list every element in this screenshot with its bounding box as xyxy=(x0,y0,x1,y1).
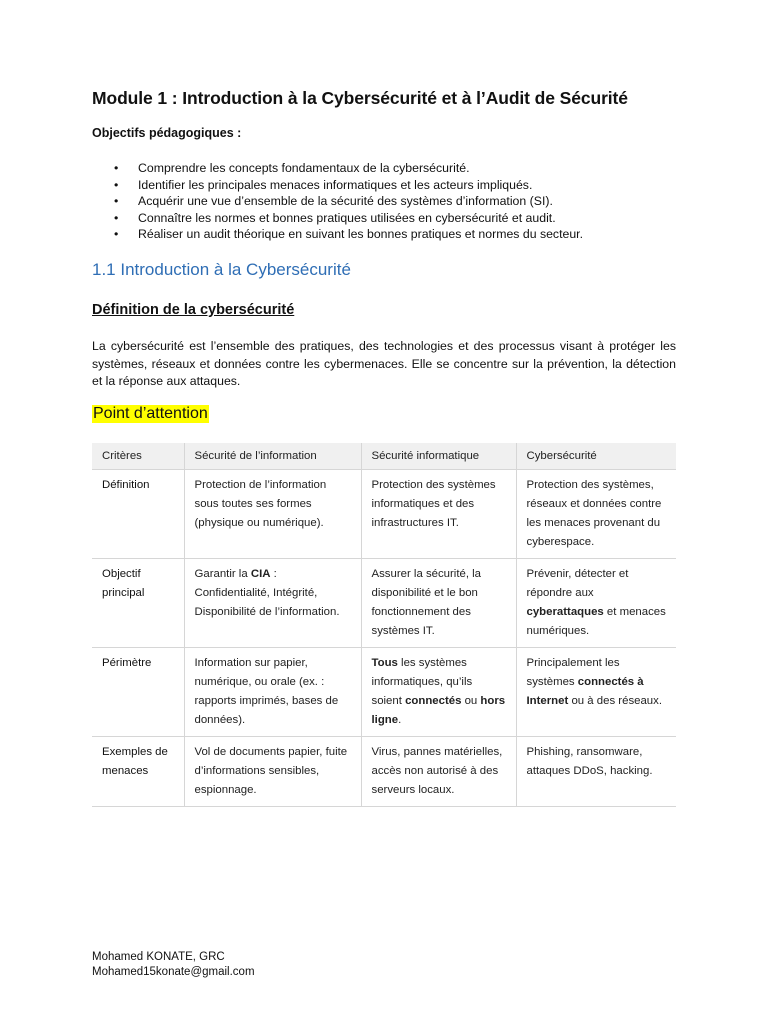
criterion-cell: Exemples de menaces xyxy=(92,737,184,807)
footer-author: Mohamed KONATE, GRC xyxy=(92,951,225,963)
page-title: Module 1 : Introduction à la Cybersécurité et à l’Audit de Sécurité xyxy=(92,88,628,108)
cyber-cell: Principalement les systèmes connectés à Internet ou à des réseaux. xyxy=(516,648,676,737)
table-row xyxy=(92,648,676,737)
cyber-cell: Protection des systèmes, réseaux et données contre les menaces provenant du cyberespace. xyxy=(516,470,676,559)
list-item: • Connaître les normes et bonnes pratiques utilisées en cybersécurité et audit. xyxy=(92,210,583,227)
objectives-list xyxy=(92,160,583,243)
list-item: • Comprendre les concepts fondamentaux de la cybersécurité. xyxy=(92,160,583,177)
header-cell: Sécurité de l’information xyxy=(184,443,361,470)
header-cell: Critères xyxy=(92,443,184,470)
callout-highlight: Point d’attention xyxy=(93,405,208,422)
it-cell: Virus, pannes matérielles, accès non autorisé à des serveurs locaux. xyxy=(361,737,516,807)
criterion-cell: Définition xyxy=(92,470,184,559)
footer-email: Mohamed15konate@gmail.com xyxy=(92,966,255,978)
table-row xyxy=(92,470,676,559)
info-cell: Information sur papier, numérique, ou orale (ex. : rapports imprimés, bases de données). xyxy=(184,648,361,737)
list-item: • Réaliser un audit théorique en suivant les bonnes pratiques et normes du secteur. xyxy=(92,226,583,243)
table-row xyxy=(92,737,676,807)
criterion-cell: Périmètre xyxy=(92,648,184,737)
info-cell: Vol de documents papier, fuite d’informations sensibles, espionnage. xyxy=(184,737,361,807)
info-cell: Protection de l’information sous toutes ses formes (physique ou numérique). xyxy=(184,470,361,559)
table-header-row xyxy=(92,443,676,470)
subsection-heading: Définition de la cybersécurité xyxy=(92,302,295,318)
comparison-table xyxy=(92,443,676,807)
it-cell: Assurer la sécurité, la disponibilité et le bon fonctionnement des systèmes IT. xyxy=(361,559,516,648)
header-cell: Cybersécurité xyxy=(516,443,676,470)
header-cell: Sécurité informatique xyxy=(361,443,516,470)
objectives-heading: Objectifs pédagogiques : xyxy=(92,126,242,140)
criterion-cell: Objectif principal xyxy=(92,559,184,648)
definition-paragraph: La cybersécurité est l’ensemble des pratiques, des technologies et des processus visant à protéger les systèmes, réseaux et données contre les cybermenaces. Elle se concentre sur la prévention, la détection et la réponse aux attaques. xyxy=(92,339,676,388)
info-cell: Garantir la CIA : Confidentialité, Intégrité, Disponibilité de l’information. xyxy=(184,559,361,648)
it-cell: Protection des systèmes informatiques et des infrastructures IT. xyxy=(361,470,516,559)
section-heading: 1.1 Introduction à la Cybersécurité xyxy=(92,260,351,279)
table-row xyxy=(92,559,676,648)
list-item: • Identifier les principales menaces informatiques et les acteurs impliqués. xyxy=(92,177,583,194)
cyber-cell: Prévenir, détecter et répondre aux cyberattaques et menaces numériques. xyxy=(516,559,676,648)
page-footer xyxy=(92,950,255,980)
it-cell: Tous les systèmes informatiques, qu’ils soient connectés ou hors ligne. xyxy=(361,648,516,737)
cyber-cell: Phishing, ransomware, attaques DDoS, hacking. xyxy=(516,737,676,807)
list-item: • Acquérir une vue d’ensemble de la sécurité des systèmes d’information (SI). xyxy=(92,193,583,210)
